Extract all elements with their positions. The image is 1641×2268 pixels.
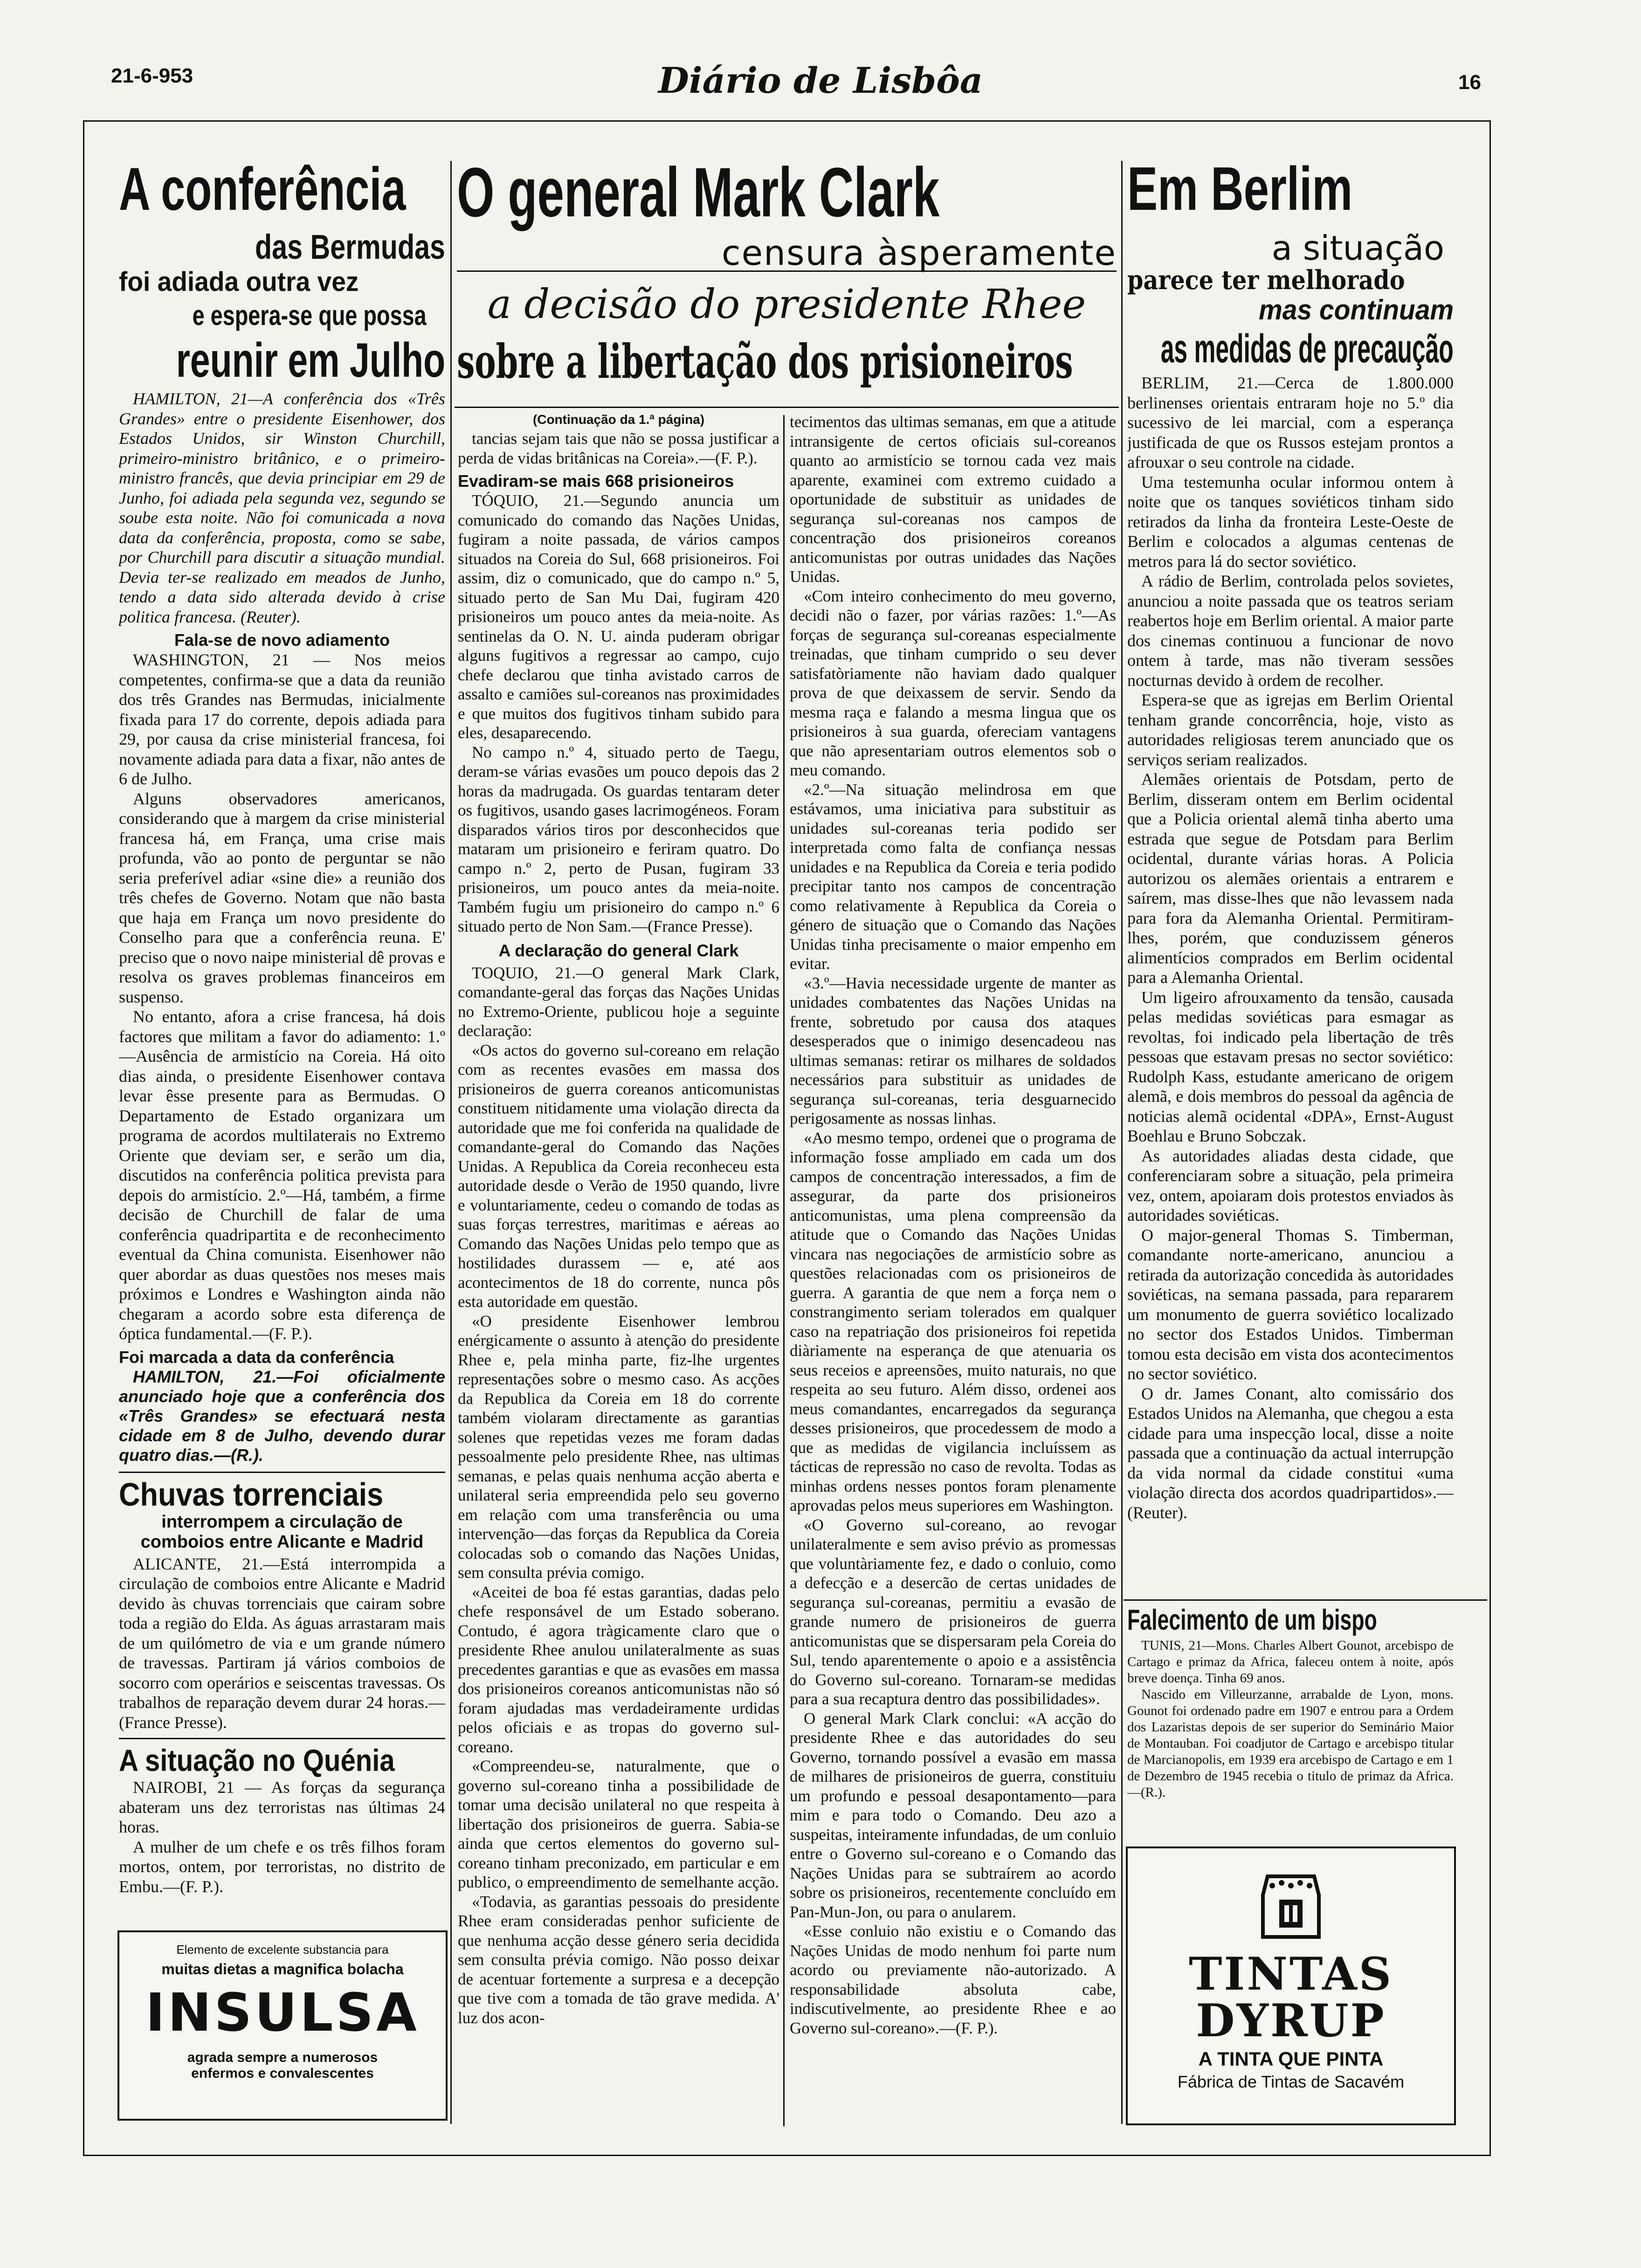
article-paragraph: No campo n.º 4, situado perto de Taegu, deram-se várias evasões um pouco depois das 2 horas da madrugada. Os guardas tentaram deter os fugitivos, usando gases lacrimogéneos. Foram disparados vários tiros por desconhecidos que mataram um prisioneiro e feriram quatro. Do campo n.º 2, perto de Pusan, fugiram 33 prisioneiros, um pouco antes da meia-noite. Também fugiu um prisioneiro do campo n.º 6 situado perto de Non Sam.—(France Presse). bbox=[458, 743, 779, 935]
insulsa-advertisement bbox=[117, 1930, 448, 2121]
article-paragraph: «Esse conluio não existiu e o Comando das Nações Unidas de modo nenhum foi parte num acordo ou previamente não-autorizado. A responsabilidade absoluta cabe, indiscutivelmente, ao presidente Rhee e ao Governo sul-coreano».—(F. P.). bbox=[790, 1922, 1116, 2037]
headline-situacao: a situação bbox=[1271, 228, 1444, 268]
article-paragraph: Uma testemunha ocular informou ontem à noite que os tanques soviéticos tinham sido retirados da linha da fronteira Leste-Oeste de Berlim e colocados a algumas centenas de metros para lá do sector soviético. bbox=[1127, 472, 1454, 571]
article-paragraph: ALICANTE, 21.—Está interrompida a circulação de comboios entre Alicante e Madrid devido às chuvas torrenciais que cairam sobre toda a região do Elda. As águas arrastaram mais de um quilómetro de via e um grande número de travessas. Partiram já vários comboios de socorro com operários e seiscentas travessas. Os trabalhos de reparação devem durar 24 horas.—(France Presse). bbox=[119, 1554, 445, 1732]
article-paragraph: «O presidente Eisenhower lembrou enérgicamente o assunto à atenção do presidente Rhee e, pela minha parte, fiz-lhe urgentes representações sobre o mesmo caso. As acções da Republica da Coreia em 18 do corrente também violaram directamente as garantias solenes que repetidas vezes me foram dadas pessoalmente pelo presidente Rhee, nas ultimas semanas, e pelas quais nenhuma acção aberta e unilateral seria empreendida pelo seu governo em relação com uma transferência ou uma intervenção—das forças da Republica da Coreia colocadas sob o comando das Nações Unidas, sem consulta prévia comigo. bbox=[458, 1312, 779, 1582]
ad-text: agrada sempre a numerosos bbox=[187, 2050, 378, 2065]
issue-date: 21-6-953 bbox=[111, 64, 193, 87]
article-notice: HAMILTON, 21.—Foi oficialmente anunciado hoje que a conferência dos «Três Grandes» se efectuará nesta cidade em 8 de Julho, devendo durar quatro dias.—(R.). bbox=[119, 1367, 445, 1465]
article-paragraph: «Os actos do governo sul-coreano em relação com as recentes evasões em massa dos prisioneiros de guerra coreanos anticomunistas constituem nitidamente uma violação directa da autoridade que me foi conferida na qualidade de comandante-geral do Comando das Nações Unidas. A Republica da Coreia reconheceu esta autoridade desde o Verão de 1950 quando, livre e voluntariamente, cedeu o comando de todas as suas forças terrestres, maritimas e aéreas ao Comando das Nações Unidas pelo tempo que as hostilidades durassem — e, até aos acontecimentos de 18 do corrente, nunca pôs esta autoridade em questão. bbox=[458, 1041, 779, 1311]
ad-text: enfermos e convalescentes bbox=[191, 2066, 374, 2081]
obituary-block bbox=[1127, 1604, 1454, 1837]
subhead-data-conferencia: Foi marcada a data da conferência bbox=[119, 1347, 394, 1367]
column-rule bbox=[783, 415, 785, 2126]
headline-espera: e espera-se que possa bbox=[192, 300, 427, 331]
section-rule bbox=[1124, 1599, 1487, 1601]
headline-mark-clark: O general Mark Clark bbox=[457, 154, 940, 231]
article-bermudas bbox=[119, 389, 445, 1465]
article-paragraph: As autoridades aliadas desta cidade, que conferenciaram sobre a situação, pela primeira vez, ontem, apoiaram dois protestos enviados às autoridades soviéticas. bbox=[1127, 1146, 1454, 1224]
article-paragraph: O general Mark Clark conclui: «A acção do presidente Rhee e das autoridades do seu Governo, tornando possível a evasão em massa de milhares de prisioneiros de guerra, constituiu um profundo e pessoal desapontamento—para mim e para todo o Comando. Deu azo a suspeitas, inteiramente infundadas, de um conluio entre o Governo sul-coreano e o Comando das Nações Unidas para se subtraírem ao acordo sobre os prisioneiros, recentemente concluído em Pan-Mun-Jon, ou para o anularem. bbox=[790, 1709, 1116, 1921]
article-paragraph: Um ligeiro afrouxamento da tensão, causada pelas medidas soviéticas para esmagar as revoltas, foi indicado pela libertação de três pessoas que estavam presas no sector soviético: Rudolph Kass, estudante americano de origem alemã, e dois membros do pessoal da agência de noticias alemã ocidental «DPA», Ernst-August Boehlau e Bruno Sobczak. bbox=[1127, 988, 1454, 1145]
article-berlim bbox=[1127, 373, 1454, 1522]
headline-adiada: foi adiada outra vez bbox=[119, 267, 359, 297]
headline-chuvas: Chuvas torrenciais bbox=[119, 1476, 384, 1513]
headline-censura: censura àsperamente bbox=[721, 233, 1117, 273]
article-paragraph: A mulher de um chefe e os três filhos foram mortos, ontem, por terroristas, no distrito de Embu.—(F. P.). bbox=[119, 1837, 445, 1896]
paper-masthead: Diário de Lisbôa bbox=[658, 60, 983, 101]
continued-note: (Continuação da 1.ª página) bbox=[532, 412, 705, 427]
article-chuvas bbox=[119, 1554, 445, 1733]
article-paragraph: tecimentos das ultimas semanas, em que a atitude intransigente de certos oficiais sul-coreanos quanto ao armistício se tornou cada vez mais aparente, examinei com extremo cuidado a oportunidade de substituir as unidades de segurança sul-coreanas nos campos de concentração dos prisioneiros coreanos anticomunistas por outras unidades das Nações Unidas. bbox=[790, 413, 1116, 586]
headline-bermudas: das Bermudas bbox=[255, 228, 445, 266]
article-paragraph: Espera-se que as igrejas em Berlim Oriental tenham grande concorrência, hoje, visto as autoridades religiosas terem anunciado que os serviços seriam realizados. bbox=[1127, 691, 1454, 769]
article-paragraph: WASHINGTON, 21 — Nos meios competentes, confirma-se que a data da reunião dos três Grandes nas Bermudas, inicialmente fixada para 17 do corrente, depois adiada para 29, por causa da crise ministerial francesa, foi novamente adiada para data a fixar, não antes de 6 de Julho. bbox=[119, 650, 445, 788]
headline-rule bbox=[455, 407, 1119, 408]
article-paragraph: «3.º—Havia necessidade urgente de manter as unidades combatentes das Nações Unidas na frente, sobretudo por causa dos ataques desesperados que o inimigo desencadeou nas ultimas semanas: retirar os milhares de soldados necessários para substituir as unidades de segurança sul-coreanas, teria desguarnecido perigosamente as nossas linhas. bbox=[790, 974, 1116, 1127]
ad-text: Elemento de excelente substancia para bbox=[176, 1943, 389, 1957]
article-paragraph: «Aceitei de boa fé estas garantias, dadas pelo chefe responsável de um Estado soberano. Contudo, é agora tràgicamente claro que o presidente Rhee anulou unilateralmente as suas precedentes garantias e que as evasões em massa dos prisioneiros coreanos anticomunistas não só foram ajudadas mas verdadeiramente urdidas pelos oficiais e as tropas do governo sul-coreano. bbox=[458, 1583, 779, 1756]
headline-libertacao: sobre a libertação dos prisioneiros bbox=[457, 334, 1073, 389]
ad-brand: INSULSA bbox=[145, 1983, 420, 2043]
article-paragraph: «Ao mesmo tempo, ordenei que o programa de informação fosse ampliado em cada um dos campos de concentração interessados, a fim de assegurar, da parte dos prisioneiros anticomunistas, uma plena compreensão da atitude que o Comando das Nações Unidas vincara nas negociações de armistício sobre as questões relacionadas com os prisioneiros de guerra. A garantia de que nem a força nem o constrangimento seriam tolerados em qualquer caso na repatriação dos prisioneiros foi repetida diàriamente na esperança de que atenuaria os seus receios e apreensões, muito naturais, no que respeita ao seu futuro. Além disso, ordenei aos meus comandantes, encarregados da segurança desses prisioneiros, que procedessem de modo a que as medidas de vigilancia incluíssem as tácticas de repressão no caso de revolta. Todas as minhas ordens nesses pontos foram plenamente aprovadas pelos meus superiores em Washington. bbox=[790, 1128, 1116, 1514]
obituary-paragraph: Nascido em Villeurzanne, arrabalde de Lyon, mons. Gounot foi ordenado padre em 1907 e entrou para a Ordem dos Lazaristas depois de ser superior do Seminário Maior de Montauban. Foi coadjutor de Cartago e arcebispo titular de Marcianopolis, em 1939 era arcebispo de Cartago e em 1 de Dezembro de 1945 recebia o titulo de primaz da Africa.—(R.). bbox=[1127, 1687, 1454, 1800]
article-paragraph: O major-general Thomas S. Timberman, comandante norte-americano, anunciou a retirada da autorização concedida às autoridades soviéticas, na semana passada, para repararem um monumento de guerra soviético localizado no sector dos Estados Unidos. Timberman tomou esta decisão em vista dos acontecimentos no sector soviético. bbox=[1127, 1225, 1454, 1383]
ad-text: muitas dietas a magnifica bolacha bbox=[161, 1961, 404, 1978]
center-column-1 bbox=[458, 412, 779, 2123]
article-paragraph: BERLIM, 21.—Cerca de 1.800.000 berlinenses orientais entraram hoje no 5.º dia sucessivo de lei marcial, com a esperança justificada de que os Russos estejam prontos a afrouxar o seu controle na cidade. bbox=[1127, 373, 1454, 471]
article-paragraph: «Com inteiro conhecimento do meu governo, decidi não o fazer, por várias razões: 1.º—As forças de segurança sul-coreanas especialmente treinadas, que tinham cumprido o seu dever satisfatòriamente não haviam dado qualquer prova de que deixassem de servir. Sendo da mesma raça e falando a mesma lingua que os prisioneiros à sua guarda, ofereciam vantagens que não apresentariam outros elementos sob o meu comando. bbox=[790, 587, 1116, 779]
ad-slogan: A TINTA QUE PINTA bbox=[1198, 2048, 1384, 2070]
column-rule bbox=[450, 161, 452, 2124]
left-column bbox=[119, 154, 445, 2150]
column-rule bbox=[1121, 161, 1123, 2124]
article-paragraph: «2.º—Na situação melindrosa em que estávamos, uma iniciativa para substituir as unidades sul-coreanas teria podido ser interpretada como falta de confiança nessas unidades e na Republica da Coreia e teria podido precipitar tanto nos campos de concentração como relativamente à Republica da Coreia o género de situação que o Comando das Nações Unidas tinha precisamente o maior empenho em evitar. bbox=[790, 780, 1116, 973]
article-paragraph: tancias sejam tais que não se possa justificar a perda de vidas britânicas na Coreia».—(F. P.). bbox=[458, 429, 779, 467]
article-paragraph: «O Governo sul-coreano, ao revogar unilateralmente e sem aviso prévio as promessas que voluntàriamente fez, e dado o conluio, como a defecção e a desercão de certas unidades de segurança sul-coreanas, permitiu a evasão de grande numero de prisioneiros de guerra anticomunistas que se dispersaram pela Coreia do Sul, tendo aparentemente o apoio e a assistência do Governo sul-coreano. Tornaram-se medidas para a sua recaptura dentro das possibilidades». bbox=[790, 1515, 1116, 1708]
center-column-2 bbox=[790, 412, 1116, 2123]
article-paragraph: NAIROBI, 21 — As forças da segurança abateram uns dez terroristas nas últimas 24 horas. bbox=[119, 1778, 445, 1836]
subhead-evadiram: Evadiram-se mais 668 prisioneiros bbox=[458, 471, 734, 491]
article-paragraph: TÓQUIO, 21.—Segundo anuncia um comunicado do comando das Nações Unidas, fugiram a noite passada, de vários campos situados na Coreia do Sul, 668 prisioneiros. Foi assim, diz o comunicado, que do campo n.º 5, situado perto de San Mu Dai, fugiram 420 prisioneiros um pouco antes da meia-noite. As sentinelas da O. N. U. ainda puderam obrigar alguns fugitivos a regressar ao campo, cujo chefe declarou que tinha avistado carros de assalto e camiões sul-coreanos nas proximidades e que muitos dos fugitivos tinham subido para eles, desaparecendo. bbox=[458, 491, 779, 742]
article-paragraph: «Compreendeu-se, naturalmente, que o governo sul-coreano tinha a possibilidade de tomar uma decisão unilateral no que respeita à libertação dos prisioneiros de guerra. Sabia-se ainda que certos elementos do governo sul-coreano tinham preconizado, em particular e em publico, o empreendimento de semelhante acção. bbox=[458, 1757, 779, 1891]
article-paragraph: Alguns observadores americanos, considerando que à margem da crise ministerial francesa há, em França, uma crise mais profunda, vão ao ponto de perguntar se não seria preferível adiar «sine die» a reunião dos três chefes de Governo. Notam que não basta que haja em França um novo presidente do Conselho para que a conferência reuna. E' preciso que o novo naipe ministerial dê provas e resolva os graves problemas financeiros em suspenso. bbox=[119, 789, 445, 1006]
article-paragraph: Alemães orientais de Potsdam, perto de Berlim, disseram ontem em Berlim ocidental que a Policia oriental alemã tinha aberto uma estrada que segue de Potsdam para Berlim ocidental, durante várias horas. A Policia autorizou os alemães orientais a entrarem e saírem, mas disse-lhes que não levassem nada para fora da Alemanha Oriental. Permitiram-lhes, porém, que conduzissem géneros alimentícios comprados em Berlim ocidental para a Alemanha Oriental. bbox=[1127, 770, 1454, 987]
article-quenia bbox=[119, 1777, 445, 1896]
ad-brand: DYRUP bbox=[1196, 1994, 1386, 2047]
headline-berlim: Em Berlim bbox=[1127, 154, 1353, 223]
headline-quenia: A situação no Quénia bbox=[119, 1743, 395, 1777]
headline-julho: reunir em Julho bbox=[176, 333, 445, 387]
obituary-paragraph: TUNIS, 21—Mons. Charles Albert Gounot, arcebispo de Cartago e primaz da Africa, faleceu ontem à noite, após breve doença. Tinha 69 anos. bbox=[1127, 1638, 1454, 1686]
headline-conferencia: A conferência bbox=[119, 155, 406, 223]
subhead-declaracao: A declaração do general Clark bbox=[498, 940, 739, 960]
section-rule bbox=[119, 1738, 445, 1739]
headline-falecimento: Falecimento de um bispo bbox=[1127, 1604, 1377, 1636]
article-lead: HAMILTON, 21—A conferência dos «Três Grandes» entre o presidente Eisenhower, dos Estados Unidos, sir Winston Churchill, primeiro-ministro britânico, e o primeiro-ministro francês, que devia principiar em 29 de Junho, foi adiada pela segunda vez, segundo se soube esta noite. Não foi comunicada a nova data da conferência, proposta, como se sabe, por Churchill para discutir a situação mundial. Devia ter-se realizado em meados de Junho, tendo a data sido alterada devido à crise politica francesa. (Reuter). bbox=[119, 389, 445, 626]
article-paragraph: No entanto, afora a crise francesa, há dois factores que militam a favor do adiamento: 1.º—Ausência de armistício na Coreia. Há oito dias ainda, o presidente Eisenhower contava levar êsse presente para as Bermudas. O Departamento de Estado organizara um programa de acordos multilaterais no Extremo Oriente que deviam ser, e serão um dia, discutidos na conferência politica prevista para depois do armistício. 2.º—Há, também, a firme decisão de Churchill de falar de uma conferência quadripartita e de reconhecimento eventual da China comunista. Eisenhower não quer abordar as duas questões nos meses mais próximos e Londres e Washington ainda não chegaram a acordo sobre esta diferença de óptica fundamental.—(F. P.). bbox=[119, 1007, 445, 1343]
section-rule bbox=[119, 1472, 445, 1473]
headline-decisao: a decisão do presidente Rhee bbox=[487, 281, 1086, 328]
page-number: 16 bbox=[1458, 71, 1481, 94]
right-column bbox=[1127, 154, 1454, 1590]
headline-precaucao: as medidas de precaução bbox=[1160, 326, 1454, 371]
article-paragraph: TOQUIO, 21.—O general Mark Clark, comandante-geral das forças das Nações Unidas no Extremo-Oriente, publicou hoje a seguinte declaração: bbox=[458, 963, 779, 1040]
center-headline bbox=[457, 154, 1117, 406]
article-paragraph: O dr. James Conant, alto comissário dos Estados Unidos na Alemanha, que chegou a esta cidade para uma inspecção local, disse a noite passada que a continuação da actual interrupção da vida normal da cidade constitui «uma violação directa dos acordos quadripartidos».—(Reuter). bbox=[1127, 1384, 1454, 1522]
ad-maker: Fábrica de Tintas de Sacavém bbox=[1177, 2072, 1405, 2091]
article-paragraph: «Todavia, as garantias pessoais do presidente Rhee eram consideradas penhor suficiente de que nenhuma acção desse género seria decidida sem consulta prévia comigo. Não posso deixar de acentuar fortemente a surpresa e a decepção que tive com a tomada de tão grave medida. A' luz dos acon- bbox=[458, 1892, 779, 2027]
subhead-chuvas: interrompem a circulação de comboios entre Alicante e Madrid bbox=[140, 1512, 424, 1552]
paint-can-icon bbox=[1254, 1867, 1328, 1946]
headline-continuam: mas continuam bbox=[1258, 294, 1454, 325]
subhead-adiamento: Fala-se de novo adiamento bbox=[174, 630, 390, 650]
dyrup-advertisement bbox=[1126, 1846, 1456, 2125]
ad-brand: TINTAS bbox=[1188, 1948, 1393, 2000]
headline-melhorado: parece ter melhorado bbox=[1127, 265, 1405, 296]
article-paragraph: A rádio de Berlim, controlada pelos sovietes, anunciou a noite passada que os teatros seriam reabertos hoje em Berlim oriental. A maior parte dos cinemas continuou a funcionar de novo ontem à tarde, mas não tiveram sessões nocturnas devido à ordem de recolher. bbox=[1127, 572, 1454, 690]
